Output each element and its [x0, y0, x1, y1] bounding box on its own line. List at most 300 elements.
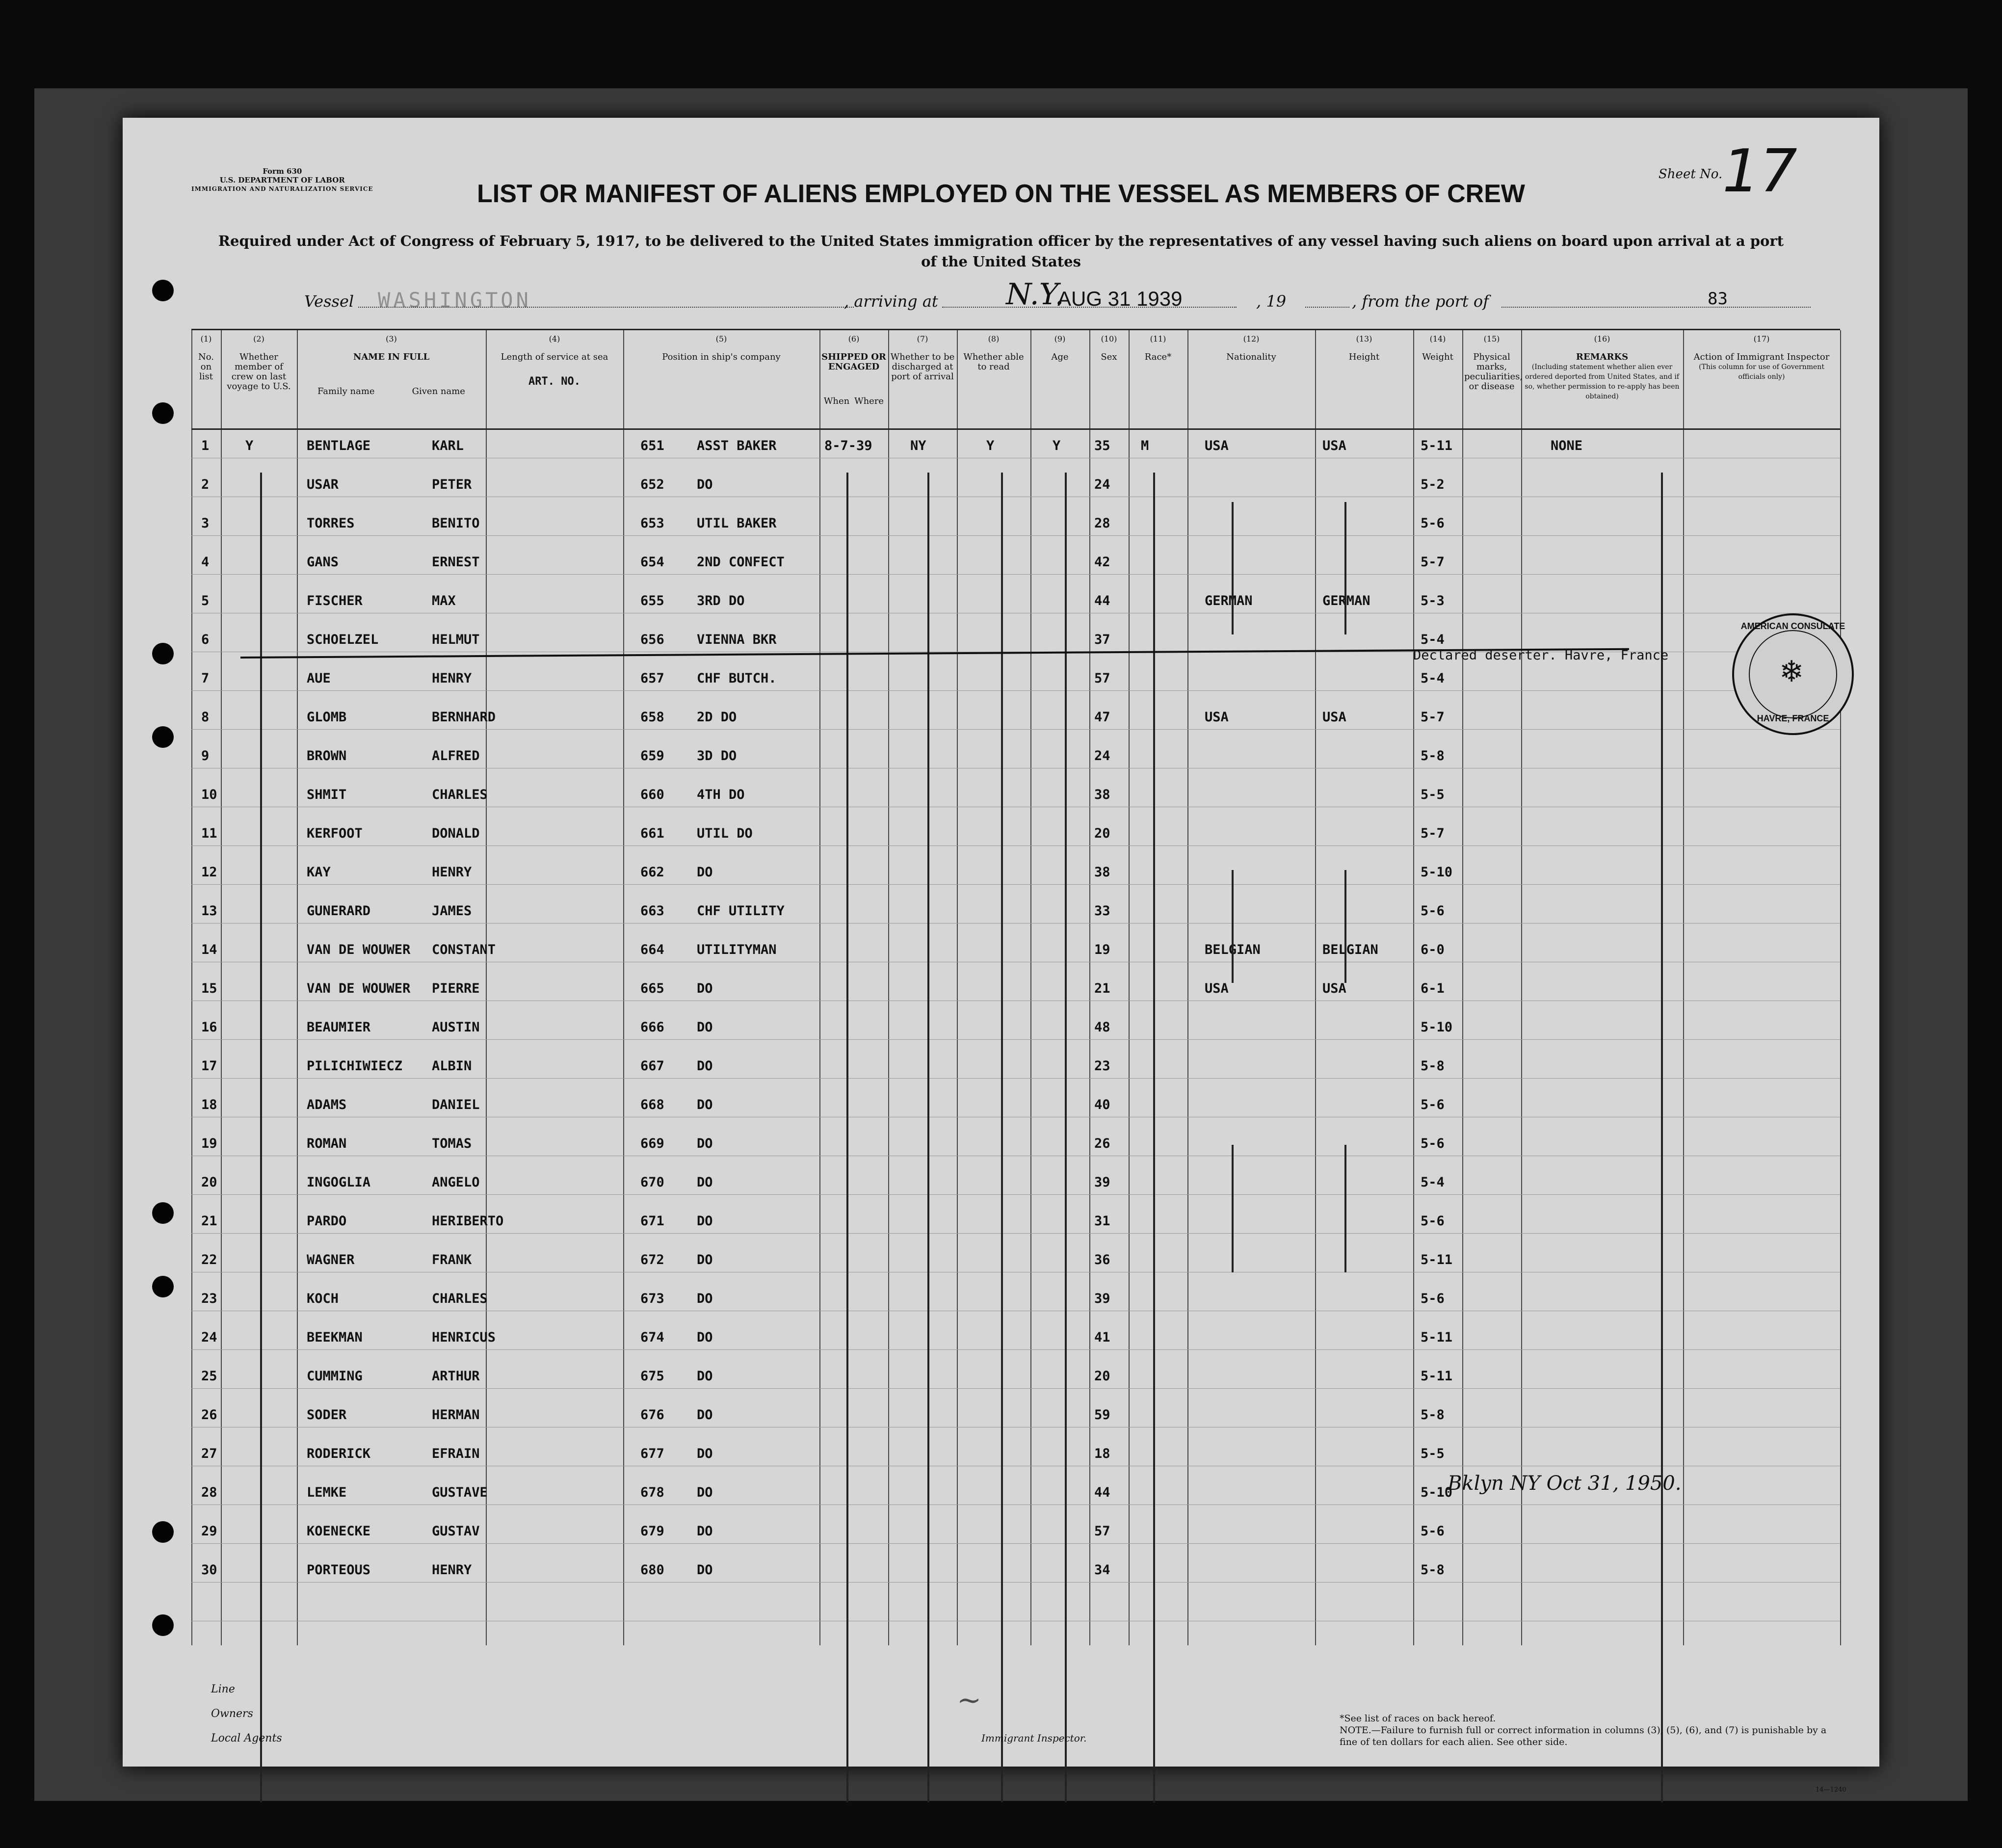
cell-height: 5-2 — [1421, 477, 1445, 492]
cell-age: 57 — [1094, 1524, 1110, 1539]
cell-no: 14 — [201, 942, 217, 957]
ditto-stroke — [1001, 473, 1003, 1802]
cell-no: 6 — [201, 632, 210, 647]
cell-given: HELMUT — [432, 632, 480, 647]
cell-given: KARL — [432, 438, 464, 453]
cell-family: INGOGLIA — [307, 1175, 371, 1190]
cell-family: WAGNER — [307, 1252, 355, 1267]
column-number: (5) — [715, 334, 727, 343]
cell-family: GLOMB — [307, 710, 347, 725]
cell-height: 6-1 — [1421, 981, 1445, 996]
cell-height: 5-6 — [1421, 1214, 1445, 1229]
cell-position: UTIL DO — [697, 826, 753, 841]
cell-given: GUSTAV — [432, 1524, 480, 1539]
cell-no: 17 — [201, 1058, 217, 1074]
cell-age: 40 — [1094, 1097, 1110, 1112]
cell-age: 41 — [1094, 1330, 1110, 1345]
cell-no: 16 — [201, 1020, 217, 1035]
cell-age: 39 — [1094, 1291, 1110, 1306]
cell-art: 671 — [640, 1214, 664, 1229]
column-rule — [1129, 330, 1130, 1645]
cell-given: DANIEL — [432, 1097, 480, 1112]
cell-read: Y — [1053, 438, 1061, 453]
ditto-stroke — [1065, 473, 1067, 1802]
ditto-stroke — [1344, 502, 1346, 634]
cell-age: 57 — [1094, 671, 1110, 686]
cell-height: 5-10 — [1421, 865, 1453, 880]
cell-age: 33 — [1094, 903, 1110, 919]
cell-no: 21 — [201, 1214, 217, 1229]
arriving-port: N.Y. — [1006, 277, 1064, 312]
cell-family: BENTLAGE — [307, 438, 371, 453]
column-rule — [1413, 330, 1414, 1645]
cell-art: 675 — [640, 1369, 664, 1384]
cell-art: 666 — [640, 1020, 664, 1035]
cell-art: 660 — [640, 787, 664, 802]
cell-age: 31 — [1094, 1214, 1110, 1229]
footer-note — [1340, 1713, 1840, 1748]
cell-art: 653 — [640, 516, 664, 531]
cell-discharged: Y — [986, 438, 995, 453]
cell-nationality: USA — [1322, 981, 1346, 996]
cell-position: DO — [697, 1330, 713, 1345]
column-rule — [1089, 330, 1090, 1645]
cell-given: HERIBERTO — [432, 1214, 504, 1229]
cell-height: 5-3 — [1421, 593, 1445, 608]
cell-art: 656 — [640, 632, 664, 647]
cell-position: DO — [697, 1291, 713, 1306]
cell-family: PARDO — [307, 1214, 347, 1229]
cell-position: DO — [697, 477, 713, 492]
cell-age: 39 — [1094, 1175, 1110, 1190]
cell-marks: NONE — [1551, 438, 1583, 453]
cell-position: 2D DO — [697, 710, 737, 725]
cell-position: UTILITYMAN — [697, 942, 777, 957]
cell-height: 5-11 — [1421, 1252, 1453, 1267]
row-rule — [191, 1349, 1840, 1350]
cell-no: 28 — [201, 1485, 217, 1500]
cell-age: 44 — [1094, 593, 1110, 608]
column-header: Height — [1348, 352, 1380, 362]
cell-where: NY — [910, 438, 926, 453]
fine-note: NOTE.—Failure to furnish full or correct information in columns (3), (5), (6), and (7) is punishable by a fine of ten dollars for each alien. See other side. — [1340, 1725, 1827, 1747]
cell-family: PORTEOUS — [307, 1562, 371, 1578]
cell-position: DO — [697, 1175, 713, 1190]
column-header: Position in ship's company — [662, 352, 781, 362]
cell-height: 5-7 — [1421, 826, 1445, 841]
cell-age: 34 — [1094, 1562, 1110, 1578]
column-number: (3) — [386, 334, 397, 343]
cell-given: DONALD — [432, 826, 480, 841]
ditto-stroke — [1344, 1145, 1346, 1272]
cell-age: 44 — [1094, 1485, 1110, 1500]
seal-top-text: AMERICAN CONSULATE — [1740, 621, 1845, 631]
cell-given: HENRY — [432, 1562, 472, 1578]
cell-height: 5-7 — [1421, 710, 1445, 725]
header-rule — [191, 428, 1840, 430]
cell-given: FRANK — [432, 1252, 472, 1267]
cell-given: EFRAIN — [432, 1446, 480, 1461]
column-rule — [1840, 330, 1841, 1645]
cell-art: 677 — [640, 1446, 664, 1461]
cell-nationality: GERMAN — [1322, 593, 1370, 608]
cell-no: 13 — [201, 903, 217, 919]
crew-table — [191, 329, 1840, 1645]
column-rule — [221, 330, 222, 1645]
footer-agents-label: Local Agents — [211, 1732, 282, 1744]
column-header: Physical marks, peculiarities, or disease — [1464, 352, 1523, 392]
binder-hole — [152, 726, 174, 748]
column-header: Nationality — [1226, 352, 1276, 362]
cell-age: 21 — [1094, 981, 1110, 996]
cell-position: VIENNA BKR — [697, 632, 777, 647]
cell-height: 5-4 — [1421, 632, 1445, 647]
form-number: Form 630 — [263, 167, 302, 176]
cell-family: ADAMS — [307, 1097, 347, 1112]
cell-family: PILICHIWIECZ — [307, 1058, 403, 1074]
cell-age: 24 — [1094, 748, 1110, 764]
inspector-label: Immigrant Inspector. — [981, 1732, 1087, 1744]
cell-age: 20 — [1094, 826, 1110, 841]
ditto-stroke — [846, 473, 848, 1802]
column-header: SHIPPED OR ENGAGED When Where — [821, 352, 886, 406]
cell-position: DO — [697, 1485, 713, 1500]
cell-height: 5-6 — [1421, 1524, 1445, 1539]
cell-height: 5-11 — [1421, 438, 1453, 453]
cell-family: BEEKMAN — [307, 1330, 363, 1345]
cell-age: 59 — [1094, 1407, 1110, 1423]
row-rule — [191, 884, 1840, 885]
cell-position: UTIL BAKER — [697, 516, 777, 531]
cell-position: DO — [697, 1020, 713, 1035]
cell-age: 19 — [1094, 942, 1110, 957]
ditto-stroke — [260, 473, 262, 1802]
cell-given: TOMAS — [432, 1136, 472, 1151]
cell-position: DO — [697, 1097, 713, 1112]
cell-position: CHF BUTCH. — [697, 671, 777, 686]
column-rule — [1315, 330, 1316, 1645]
cell-age: 36 — [1094, 1252, 1110, 1267]
column-header: Length of service at sea ART. NO. — [500, 352, 608, 388]
cell-given: MAX — [432, 593, 456, 608]
cell-position: DO — [697, 1136, 713, 1151]
cell-family: GANS — [307, 554, 339, 570]
row-rule — [191, 1039, 1840, 1040]
column-number: (16) — [1594, 334, 1610, 343]
cell-family: AUE — [307, 671, 331, 686]
cell-art: 652 — [640, 477, 664, 492]
document-title: LIST OR MANIFEST OF ALIENS EMPLOYED ON THE VESSEL AS MEMBERS OF CREW — [477, 180, 1525, 208]
cell-art: 674 — [640, 1330, 664, 1345]
column-rule — [1030, 330, 1031, 1645]
column-number: (15) — [1483, 334, 1500, 343]
vessel-label: Vessel — [304, 292, 354, 311]
cell-art: 663 — [640, 903, 664, 919]
cell-height: 5-4 — [1421, 1175, 1445, 1190]
column-rule — [1683, 330, 1684, 1645]
column-number: (7) — [917, 334, 928, 343]
column-rule — [486, 330, 487, 1645]
cell-no: 29 — [201, 1524, 217, 1539]
cell-race: USA — [1205, 710, 1229, 725]
cell-art: 664 — [640, 942, 664, 957]
row-rule — [191, 1388, 1840, 1389]
cell-art: 678 — [640, 1485, 664, 1500]
cell-art: 665 — [640, 981, 664, 996]
footer-line-label: Line — [211, 1683, 235, 1695]
cell-age: 37 — [1094, 632, 1110, 647]
cell-no: 18 — [201, 1097, 217, 1112]
cell-age: 28 — [1094, 516, 1110, 531]
cell-position: DO — [697, 1252, 713, 1267]
cell-given: BENITO — [432, 516, 480, 531]
column-header: Whether to be discharged at port of arrival — [890, 352, 955, 382]
column-rule — [888, 330, 889, 1645]
from-port-value: 83 — [1708, 289, 1728, 309]
sheet-number-value: 17 — [1722, 137, 1797, 206]
arrival-date-stamp: AUG 31 1939 — [1057, 287, 1183, 310]
cell-no: 2 — [201, 477, 210, 492]
cell-family: KOCH — [307, 1291, 339, 1306]
cell-art: 680 — [640, 1562, 664, 1578]
cell-age: 24 — [1094, 477, 1110, 492]
cell-art: 670 — [640, 1175, 664, 1190]
service-name: IMMIGRATION AND NATURALIZATION SERVICE — [191, 185, 373, 192]
cell-age: 20 — [1094, 1369, 1110, 1384]
ditto-stroke — [1232, 870, 1234, 983]
cell-no: 1 — [201, 438, 210, 453]
cell-no: 26 — [201, 1407, 217, 1423]
row-rule — [191, 535, 1840, 536]
cell-age: 26 — [1094, 1136, 1110, 1151]
cell-position: ASST BAKER — [697, 438, 777, 453]
row-rule — [191, 574, 1840, 575]
cell-position: DO — [697, 1058, 713, 1074]
cell-given: CHARLES — [432, 787, 488, 802]
cell-given: AUSTIN — [432, 1020, 480, 1035]
column-rule — [1521, 330, 1522, 1645]
column-number: (10) — [1101, 334, 1117, 343]
cell-height: 5-10 — [1421, 1020, 1453, 1035]
consulate-seal — [1732, 613, 1854, 735]
cell-age: 47 — [1094, 710, 1110, 725]
cell-height: 5-5 — [1421, 787, 1445, 802]
column-number: (6) — [848, 334, 860, 343]
cell-art: 659 — [640, 748, 664, 764]
row-rule — [191, 845, 1840, 846]
column-header: Whether member of crew on last voyage to U.S. — [227, 352, 291, 392]
cell-family: KOENECKE — [307, 1524, 371, 1539]
row-rule — [191, 1582, 1840, 1583]
cell-position: DO — [697, 1524, 713, 1539]
arriving-label: , arriving at — [844, 292, 938, 311]
cell-age: 35 — [1094, 438, 1110, 453]
footer-owners-label: Owners — [211, 1708, 253, 1720]
cell-height: 5-6 — [1421, 903, 1445, 919]
cell-family: KERFOOT — [307, 826, 363, 841]
cell-no: 7 — [201, 671, 210, 686]
cell-given: ANGELO — [432, 1175, 480, 1190]
cell-position: 3D DO — [697, 748, 737, 764]
cell-age: 38 — [1094, 787, 1110, 802]
cell-no: 24 — [201, 1330, 217, 1345]
cell-no: 27 — [201, 1446, 217, 1461]
ditto-stroke — [1232, 1145, 1234, 1272]
cell-art: 661 — [640, 826, 664, 841]
cell-no: 8 — [201, 710, 210, 725]
cell-nationality: USA — [1322, 438, 1346, 453]
column-number: (2) — [253, 334, 264, 343]
cell-family: BEAUMIER — [307, 1020, 371, 1035]
cell-nationality: USA — [1322, 710, 1346, 725]
cell-position: DO — [697, 1369, 713, 1384]
column-rule — [1462, 330, 1463, 1645]
cell-age: 48 — [1094, 1020, 1110, 1035]
cell-height: 5-5 — [1421, 1446, 1445, 1461]
column-rule — [191, 330, 192, 1645]
cell-no: 9 — [201, 748, 210, 764]
row-rule — [191, 690, 1840, 691]
cell-height: 5-10 — [1421, 1485, 1453, 1500]
cell-art: 667 — [640, 1058, 664, 1074]
cell-height: 5-6 — [1421, 1097, 1445, 1112]
cell-no: 12 — [201, 865, 217, 880]
cell-art: 657 — [640, 671, 664, 686]
row-rule — [191, 729, 1840, 730]
department-name: U.S. DEPARTMENT OF LABOR — [219, 176, 345, 185]
cell-position: DO — [697, 1407, 713, 1423]
cell-given: ARTHUR — [432, 1369, 480, 1384]
manifest-sheet — [123, 118, 1879, 1794]
cell-height: 5-6 — [1421, 516, 1445, 531]
cell-given: PETER — [432, 477, 472, 492]
row-rule — [191, 1194, 1840, 1195]
cell-position: 4TH DO — [697, 787, 745, 802]
cell-given: ALFRED — [432, 748, 480, 764]
ditto-stroke — [927, 473, 929, 1802]
cell-age: 23 — [1094, 1058, 1110, 1074]
cell-given: JAMES — [432, 903, 472, 919]
cell-art: 669 — [640, 1136, 664, 1151]
ditto-stroke — [1232, 502, 1234, 634]
cell-art: 662 — [640, 865, 664, 880]
cell-family: CUMMING — [307, 1369, 363, 1384]
sheet-number-label: Sheet No. — [1659, 167, 1723, 182]
cell-height: 5-6 — [1421, 1291, 1445, 1306]
cell-race: USA — [1205, 981, 1229, 996]
cell-nationality: BELGIAN — [1322, 942, 1378, 957]
cell-art: 676 — [640, 1407, 664, 1423]
cell-no: 10 — [201, 787, 217, 802]
row-rule — [191, 1233, 1840, 1234]
seal-bottom-text: HAVRE, FRANCE — [1757, 713, 1829, 723]
eagle-icon: ❄ — [1779, 655, 1804, 689]
ditto-stroke — [1661, 473, 1663, 1802]
cell-art: 668 — [640, 1097, 664, 1112]
cell-family: VAN DE WOUWER — [307, 942, 411, 957]
cell-sex: M — [1141, 438, 1149, 453]
cell-family: BROWN — [307, 748, 347, 764]
cell-family: RODERICK — [307, 1446, 371, 1461]
cell-height: 5-8 — [1421, 1407, 1445, 1423]
cell-given: CONSTANT — [432, 942, 496, 957]
binder-hole — [152, 402, 174, 424]
cell-when: 8-7-39 — [824, 438, 872, 453]
cell-family: SCHOELZEL — [307, 632, 379, 647]
cell-family: SHMIT — [307, 787, 347, 802]
binder-hole — [152, 1614, 174, 1636]
cell-position: DO — [697, 1214, 713, 1229]
cell-age: 38 — [1094, 865, 1110, 880]
cell-no: 22 — [201, 1252, 217, 1267]
column-header: Action of Immigrant Inspector (This column for use of Government officials only) — [1693, 352, 1830, 381]
race-note: *See list of races on back hereof. — [1340, 1713, 1496, 1724]
column-rule — [957, 330, 958, 1645]
cell-height: 5-8 — [1421, 1058, 1445, 1074]
column-rule — [623, 330, 624, 1645]
row-rule — [191, 923, 1840, 924]
cell-position: DO — [697, 981, 713, 996]
binder-hole — [152, 1521, 174, 1543]
column-number: (17) — [1753, 334, 1770, 343]
column-number: (11) — [1150, 334, 1166, 343]
cell-given: HENRICUS — [432, 1330, 496, 1345]
cell-height: 5-11 — [1421, 1369, 1453, 1384]
cell-height: 5-4 — [1421, 671, 1445, 686]
cell-family: SODER — [307, 1407, 347, 1423]
cell-no: 15 — [201, 981, 217, 996]
cell-given: PIERRE — [432, 981, 480, 996]
deserter-remark: Declared deserter. Havre, France — [1413, 648, 1669, 663]
cell-art: 673 — [640, 1291, 664, 1306]
cell-height: 5-8 — [1421, 1562, 1445, 1578]
cell-art: 658 — [640, 710, 664, 725]
cell-family: FISCHER — [307, 593, 363, 608]
column-header: REMARKS (Including statement whether alien ever ordered deported from United States, and if so, whether permission to re-apply has been obtained) — [1525, 352, 1680, 400]
cell-family: LEMKE — [307, 1485, 347, 1500]
column-header: Age — [1051, 352, 1069, 362]
cell-no: 25 — [201, 1369, 217, 1384]
cell-no: 4 — [201, 554, 210, 570]
cell-height: 5-8 — [1421, 748, 1445, 764]
cell-position: 2ND CONFECT — [697, 554, 785, 570]
from-port-label: , from the port of — [1352, 292, 1489, 311]
cell-family: ROMAN — [307, 1136, 347, 1151]
column-header: Sex — [1101, 352, 1117, 362]
column-header: Whether able to read — [963, 352, 1024, 372]
cell-no: 3 — [201, 516, 210, 531]
cell-height: 5-6 — [1421, 1136, 1445, 1151]
cell-family: USAR — [307, 477, 339, 492]
row-rule — [191, 1543, 1840, 1544]
cell-art: 655 — [640, 593, 664, 608]
column-number: (12) — [1243, 334, 1260, 343]
cell-art: 654 — [640, 554, 664, 570]
column-rule — [819, 330, 820, 1645]
cell-height: 5-7 — [1421, 554, 1445, 570]
column-number: (13) — [1356, 334, 1372, 343]
column-rule — [1187, 330, 1188, 1645]
cell-given: HENRY — [432, 865, 472, 880]
cell-position: DO — [697, 1446, 713, 1461]
binder-hole — [152, 1276, 174, 1297]
column-number: (4) — [549, 334, 560, 343]
cell-no: 19 — [201, 1136, 217, 1151]
binder-hole — [152, 643, 174, 664]
column-header: Race* — [1144, 352, 1172, 362]
cell-art: 651 — [640, 438, 664, 453]
cell-age: 42 — [1094, 554, 1110, 570]
